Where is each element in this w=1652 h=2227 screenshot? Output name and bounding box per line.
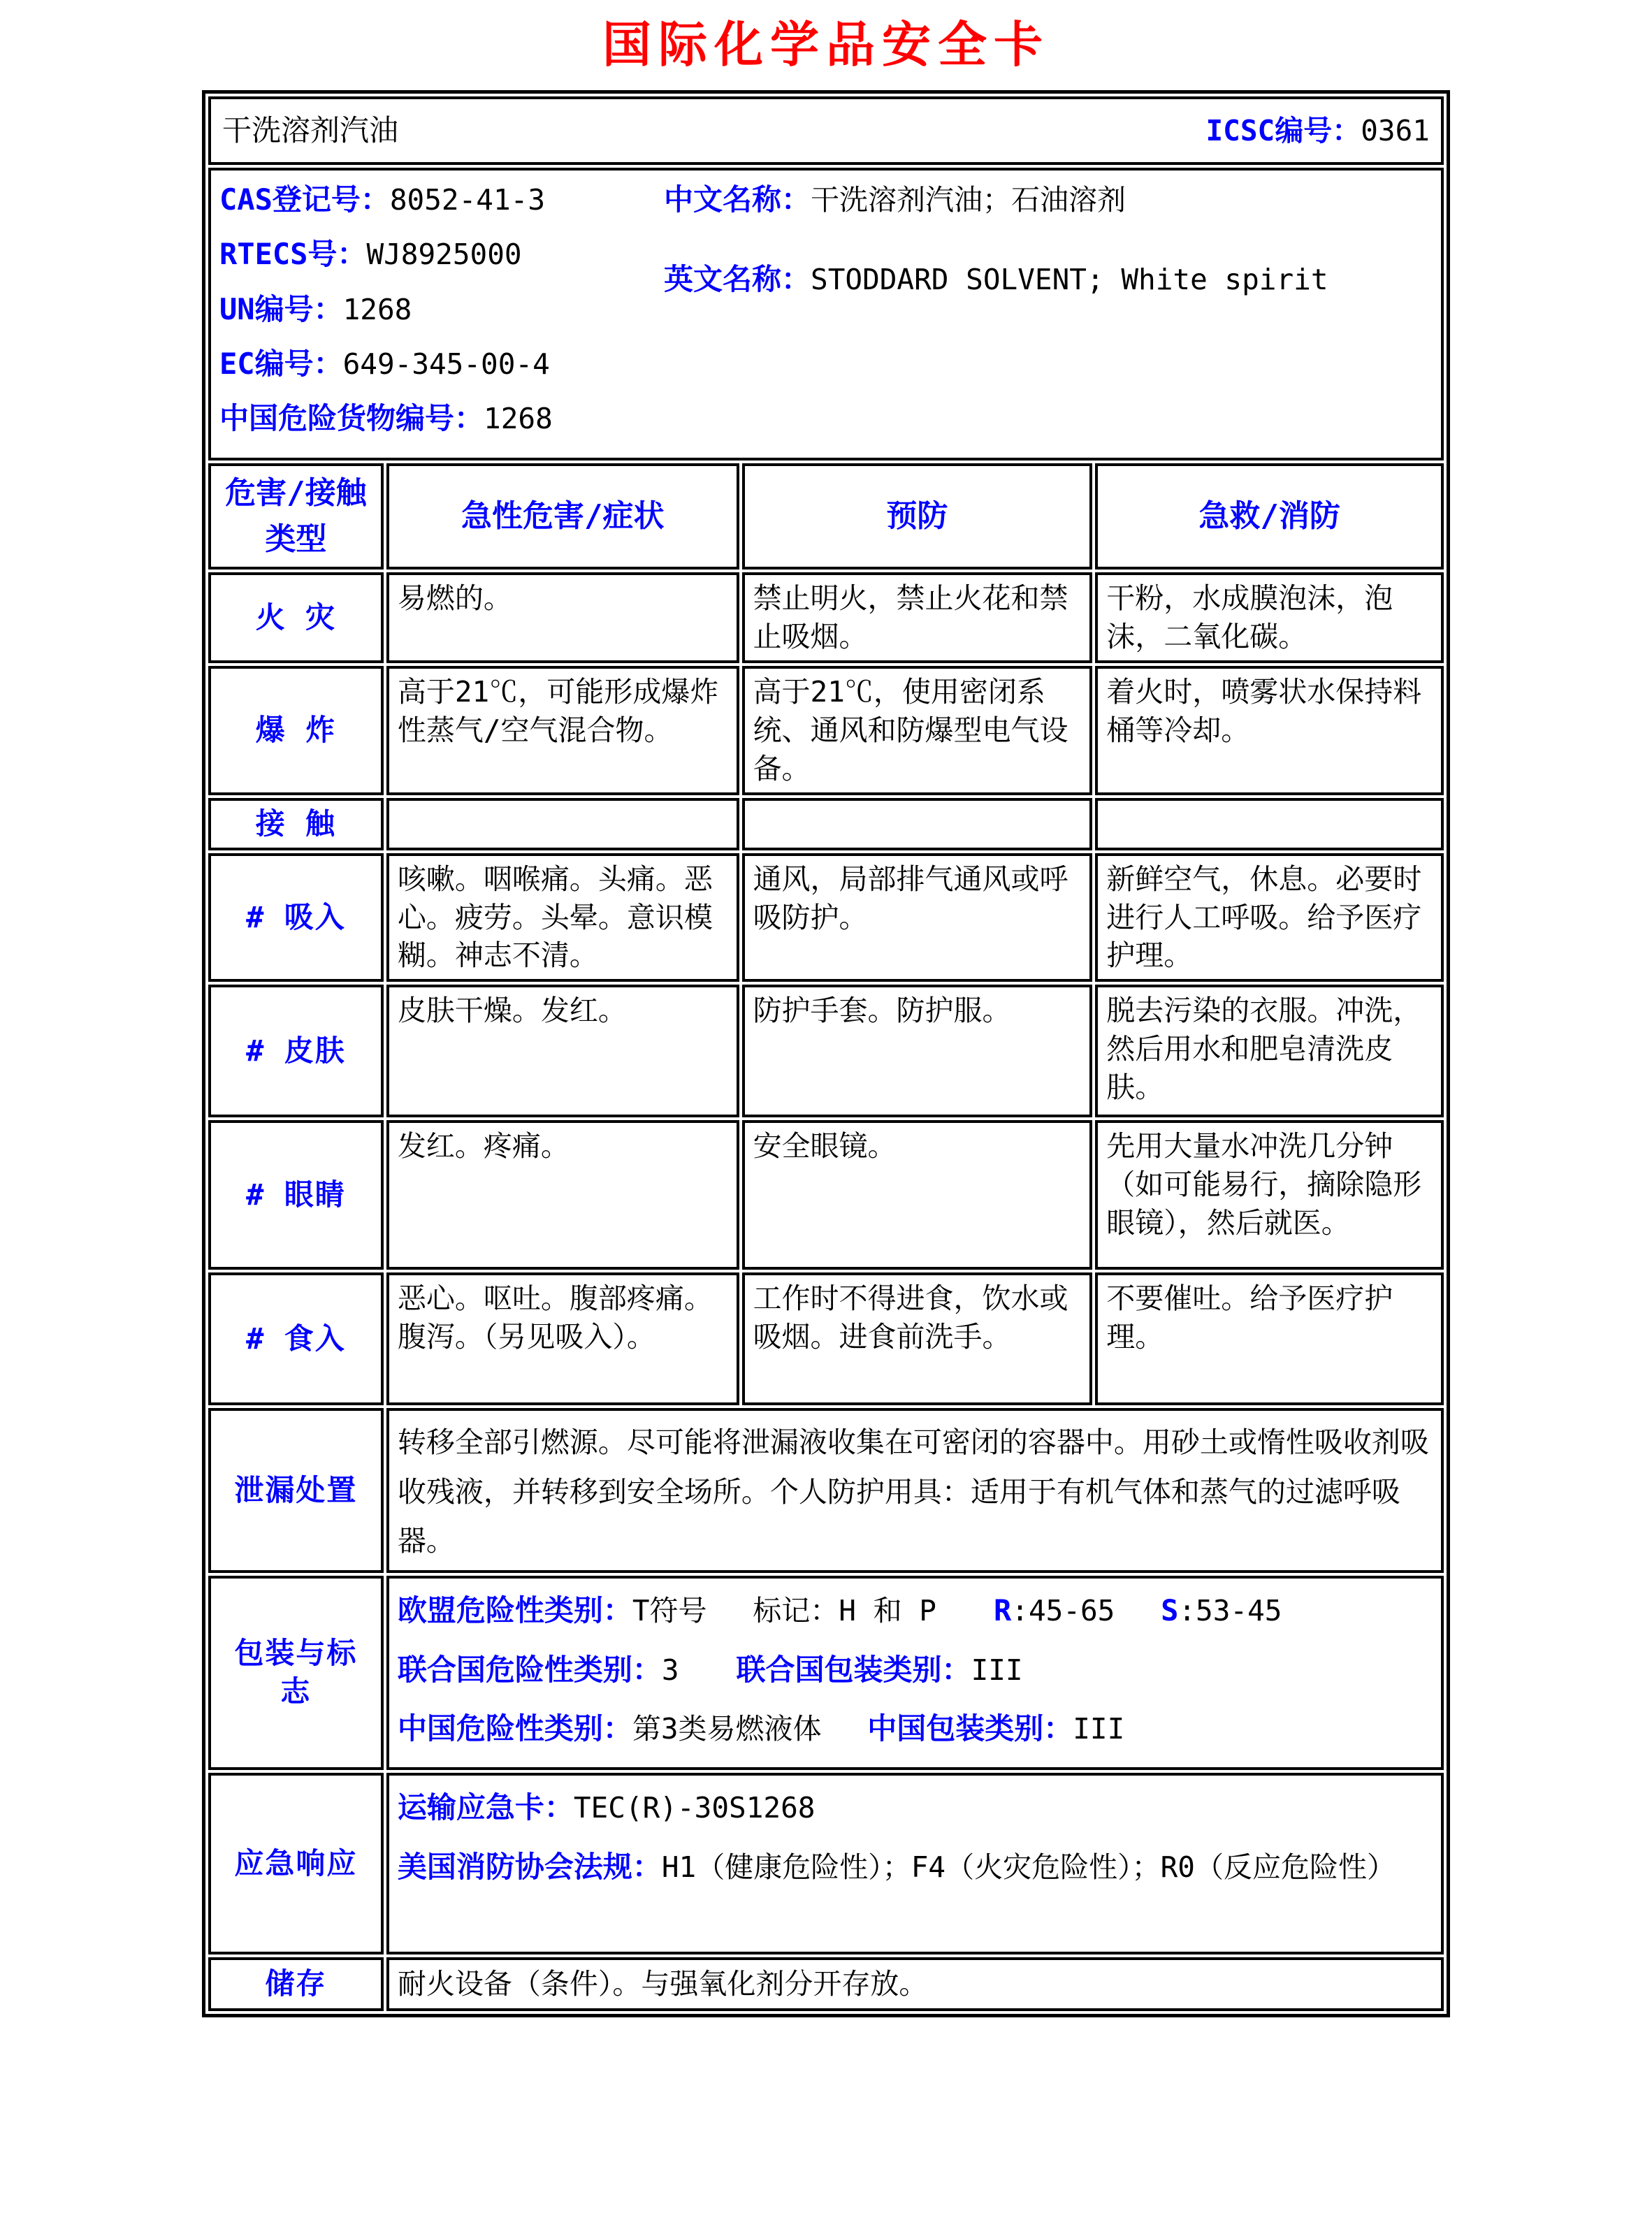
section-label-spill: 泄漏处置: [208, 1408, 384, 1573]
chinese-name: 中文名称：干洗溶剂汽油；石油溶剂: [664, 182, 1126, 217]
section-label-packaging: 包装与标志: [208, 1576, 384, 1770]
eu-classification-line: 欧盟危险性类别：T符号 标记：H 和 P R:45-65 S:53-45: [397, 1593, 1282, 1627]
ingestion-response: 不要催吐。给予医疗护理。: [1095, 1272, 1444, 1405]
product-header-row: [208, 96, 1444, 165]
hazard-row-ingestion: [208, 1272, 1444, 1405]
ingestion-symptoms: 恶心。呕吐。腹部疼痛。腹泻。（另见吸入）。: [386, 1272, 739, 1405]
un-classification-line: 联合国危险性类别：3 联合国包装类别：III: [397, 1652, 1023, 1687]
ingestion-prevention: 工作时不得进食，饮水或吸烟。进食前洗手。: [742, 1272, 1093, 1405]
inhalation-symptoms: 咳嗽。咽喉痛。头痛。恶心。疲劳。头晕。意识模糊。神志不清。: [386, 853, 739, 982]
hazard-row-eyes: [208, 1120, 1444, 1270]
spill-text: 转移全部引燃源。尽可能将泄漏液收集在可密闭的容器中。用砂土或惰性吸收剂吸收残液，并转移到安全场所。个人防护用具：适用于有机气体和蒸气的过滤呼吸器。: [386, 1408, 1444, 1573]
explosion-response: 着火时，喷雾状水保持料桶等冷却。: [1095, 666, 1444, 795]
eyes-response: 先用大量水冲洗几分钟（如可能易行，摘除隐形眼镜），然后就医。: [1095, 1120, 1444, 1270]
emergency-content: [386, 1773, 1444, 1954]
section-row-emergency: [208, 1773, 1444, 1954]
hazard-row-skin: [208, 985, 1444, 1117]
page-title: 国际化学品安全卡: [602, 16, 1050, 73]
section-label-emergency: 应急响应: [208, 1773, 384, 1954]
section-row-storage: [208, 1957, 1444, 2011]
col-header-symptoms: 急性危害/症状: [386, 463, 739, 570]
row-label-eyes: # 眼睛: [208, 1120, 384, 1270]
china-dg-number: 中国危险货物编号：1268: [219, 401, 553, 436]
col-header-prevention: 预防: [742, 463, 1093, 570]
explosion-prevention: 高于21℃，使用密闭系统、通风和防爆型电气设备。: [742, 666, 1093, 795]
english-name: 英文名称：STODDARD SOLVENT; White spirit: [664, 262, 1328, 297]
nfpa-code-line: 美国消防协会法规：H1（健康危险性）；F4（火灾危险性）；R0（反应危险性）: [397, 1849, 1396, 1884]
cas-number: CAS登记号：8052-41-3: [219, 182, 546, 217]
rtecs-number: RTECS号：WJ8925000: [219, 237, 522, 272]
hazard-row-contact: [208, 798, 1444, 850]
eyes-prevention: 安全眼镜。: [742, 1120, 1093, 1270]
un-number: UN编号：1268: [219, 291, 412, 326]
skin-symptoms: 皮肤干燥。发红。: [386, 985, 739, 1117]
inhalation-prevention: 通风，局部排气通风或呼吸防护。: [742, 853, 1093, 982]
ec-number: EC编号：649-345-00-4: [219, 346, 550, 381]
fire-symptoms: 易燃的。: [386, 572, 739, 663]
storage-text: 耐火设备（条件）。与强氧化剂分开存放。: [386, 1957, 1444, 2011]
identification-section: [219, 175, 1433, 454]
product-name: 干洗溶剂汽油: [222, 113, 399, 147]
product-header: [219, 103, 1433, 158]
row-label-contact: 接 触: [208, 798, 384, 850]
row-label-fire: 火 灾: [208, 572, 384, 663]
packaging-content: [386, 1576, 1444, 1770]
china-classification-line: 中国危险性类别：第3类易燃液体 中国包装类别：III: [397, 1711, 1125, 1746]
section-row-spill: [208, 1408, 1444, 1573]
contact-response: [1095, 798, 1444, 850]
col-header-firstaid: 急救/消防: [1095, 463, 1444, 570]
icsc-label: ICSC编号：: [1205, 113, 1361, 147]
hazard-table-header-row: [208, 463, 1444, 570]
row-label-skin: # 皮肤: [208, 985, 384, 1117]
registry-numbers: [219, 180, 664, 454]
skin-response: 脱去污染的衣服。冲洗，然后用水和肥皂清洗皮肤。: [1095, 985, 1444, 1117]
chemical-names: [664, 180, 1433, 454]
contact-prevention: [742, 798, 1093, 850]
section-label-storage: 储存: [208, 1957, 384, 2011]
explosion-symptoms: 高于21℃，可能形成爆炸性蒸气/空气混合物。: [386, 666, 739, 795]
identification-row: [208, 168, 1444, 460]
row-label-inhalation: # 吸入: [208, 853, 384, 982]
eyes-symptoms: 发红。疼痛。: [386, 1120, 739, 1270]
section-row-packaging: [208, 1576, 1444, 1770]
transport-emergency-card-line: 运输应急卡：TEC(R)-30S1268: [397, 1790, 816, 1825]
skin-prevention: 防护手套。防护服。: [742, 985, 1093, 1117]
hazard-row-inhalation: [208, 853, 1444, 982]
col-header-hazard-type: 危害/接触 类型: [208, 463, 384, 570]
hazard-row-explosion: [208, 666, 1444, 795]
contact-symptoms: [386, 798, 739, 850]
row-label-ingestion: # 食入: [208, 1272, 384, 1405]
safety-card-table: [202, 90, 1450, 2017]
row-label-explosion: 爆 炸: [208, 666, 384, 795]
icsc-number: 0361: [1361, 113, 1430, 147]
fire-response: 干粉，水成膜泡沫，泡沫，二氧化碳。: [1095, 572, 1444, 663]
fire-prevention: 禁止明火，禁止火花和禁止吸烟。: [742, 572, 1093, 663]
inhalation-response: 新鲜空气，休息。必要时进行人工呼吸。给予医疗护理。: [1095, 853, 1444, 982]
hazard-row-fire: [208, 572, 1444, 663]
icsc-number-group: [1206, 112, 1430, 150]
